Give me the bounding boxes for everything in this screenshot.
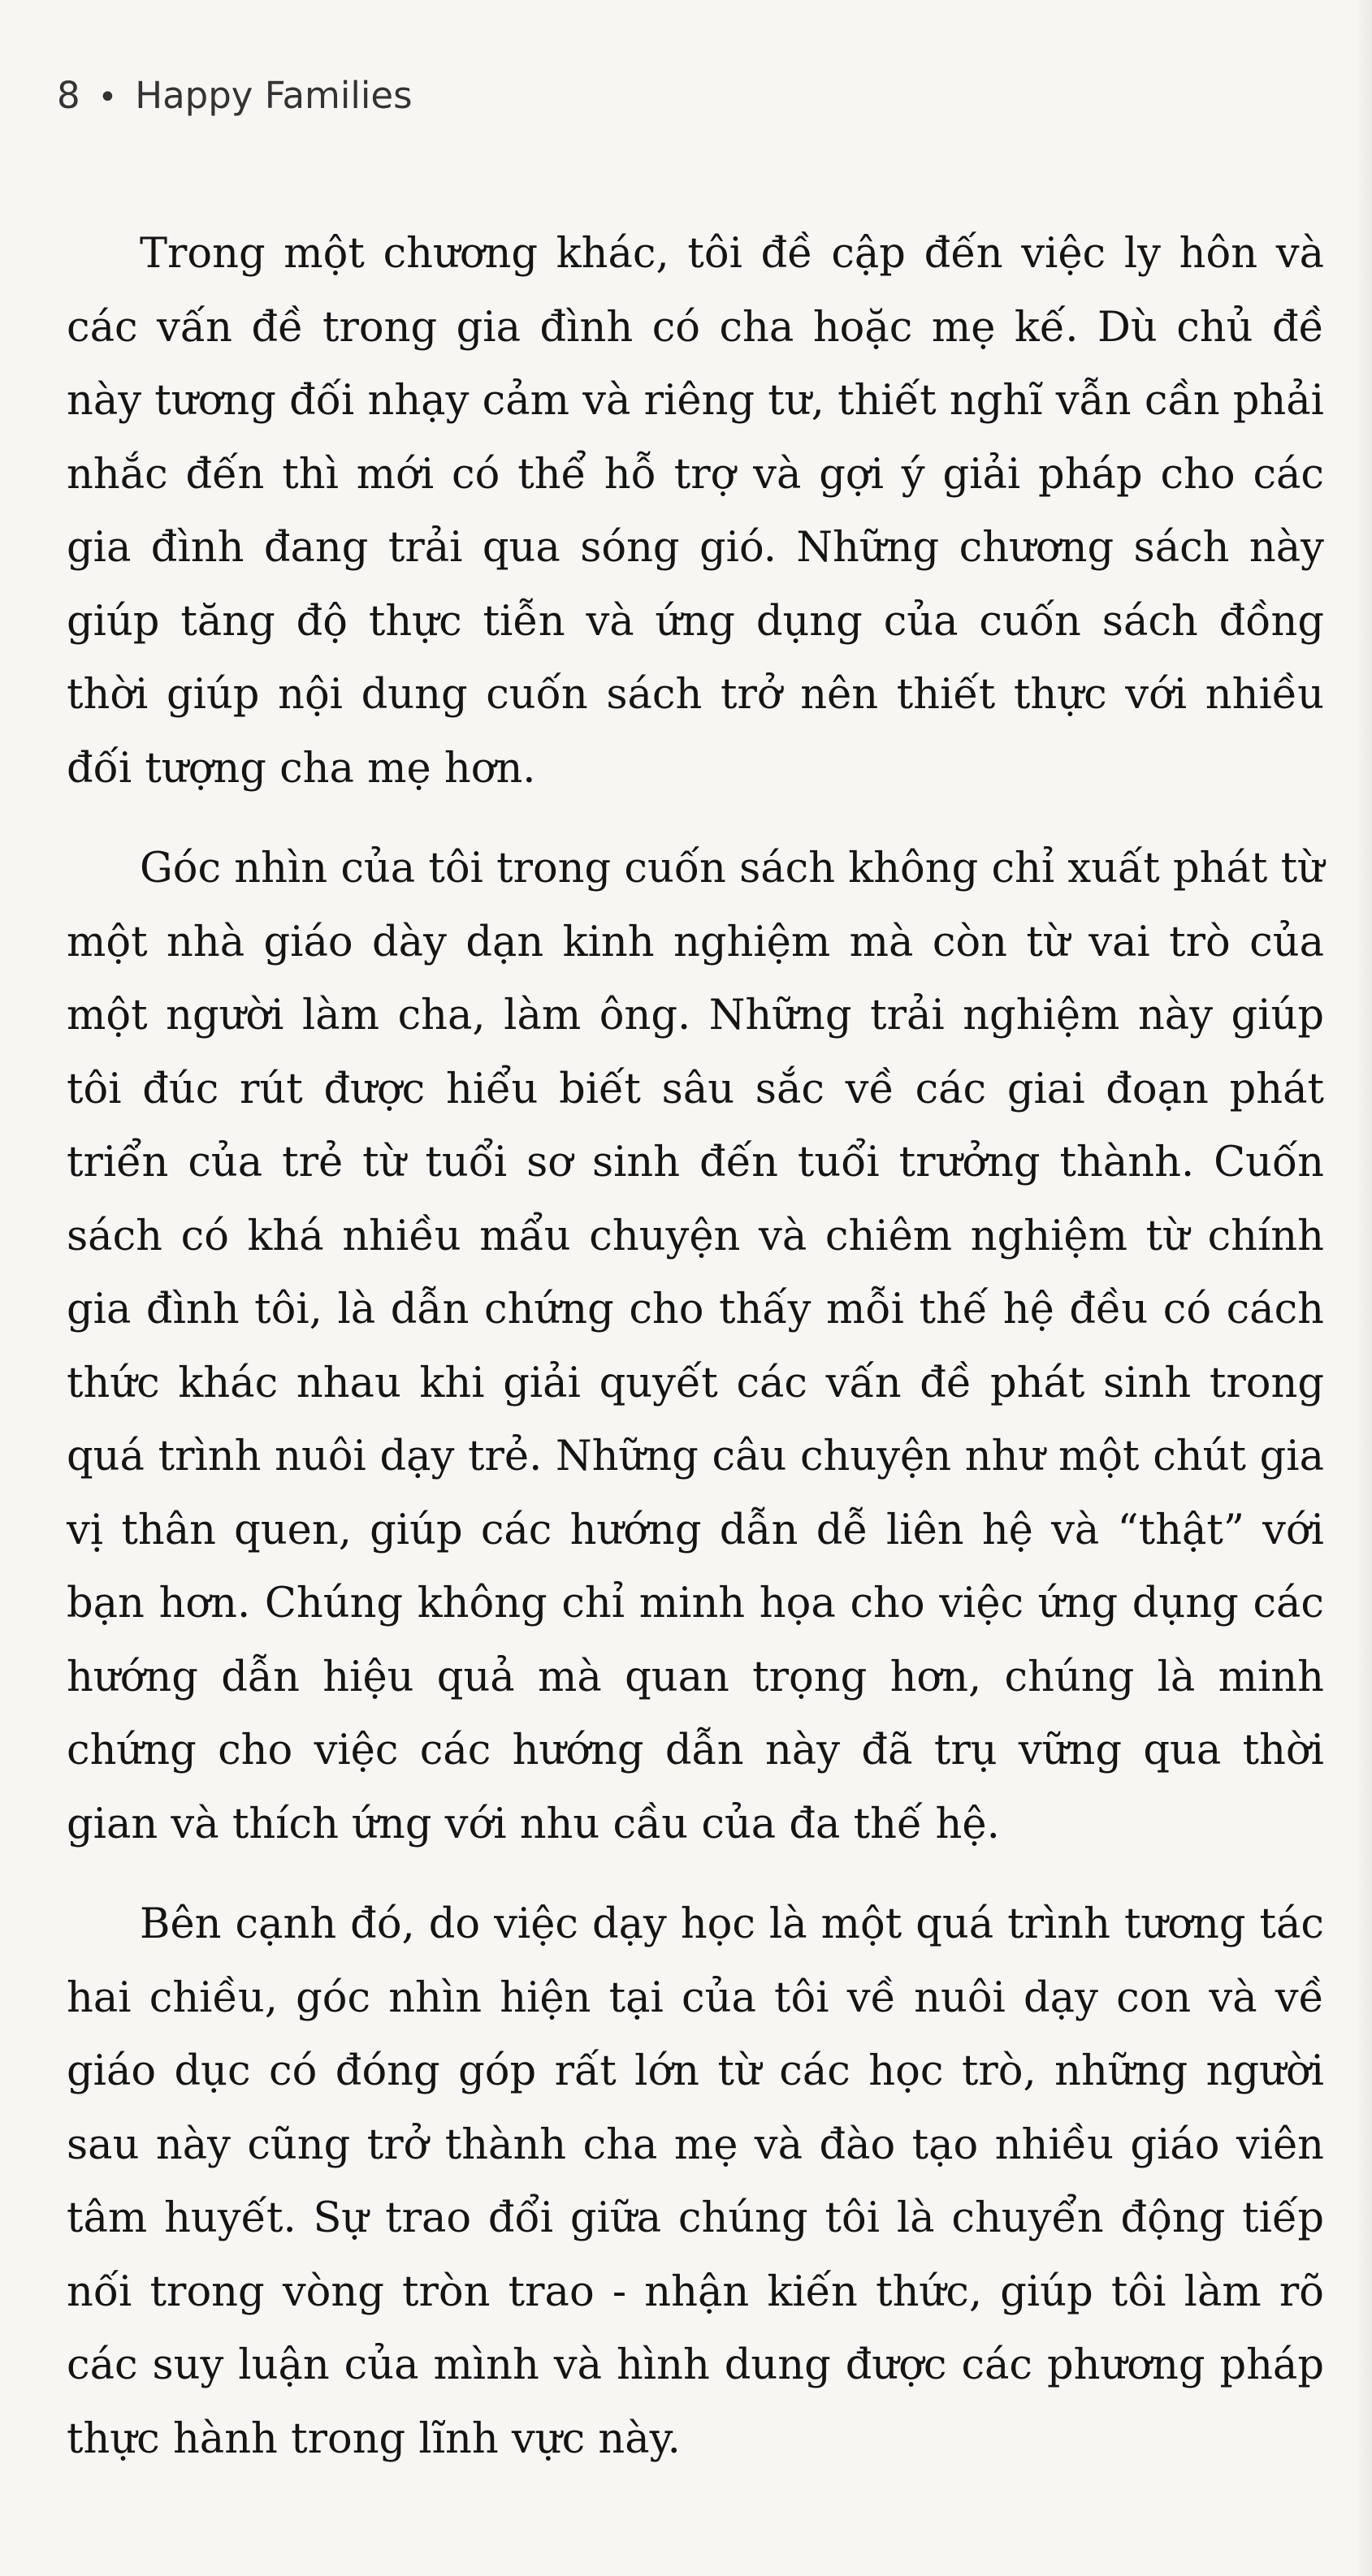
page-number: 8 [57, 74, 80, 117]
paragraph-2: Góc nhìn của tôi trong cuốn sách không chỉ xuất phát từ một nhà giáo dày dạn kinh nghiệm mà còn từ vai trò của một người làm cha, làm ông. Những trải nghiệm này giúp tôi đúc rút được hiểu biết sâu sắc về các giai đoạn phát triển của trẻ từ tuổi sơ sinh đến tuổi trưởng thành. Cuốn sách có khá nhiều mẩu chuyện và chiêm nghiệm từ chính gia đình tôi, là dẫn chứng cho thấy mỗi thế hệ đều có cách thức khác nhau khi giải quyết các vấn đề phát sinh trong quá trình nuôi dạy trẻ. Những câu chuyện như một chút gia vị thân quen, giúp các hướng dẫn dễ liên hệ và “thật” với bạn hơn. Chúng không chỉ minh họa cho việc ứng dụng các hướng dẫn hiệu quả mà quan trọng hơn, chúng là minh chứng cho việc các hướng dẫn này đã trụ vững qua thời gian và thích ứng với nhu cầu của đa thế hệ. [67, 845, 1324, 1848]
page-edge-shadow [1356, 0, 1372, 2576]
separator-bullet: • [97, 79, 118, 116]
book-title: Happy Families [135, 74, 413, 117]
paragraph-1: Trong một chương khác, tôi đề cập đến việc ly hôn và các vấn đề trong gia đình có cha hoặc mẹ kế. Dù chủ đề này tương đối nhạy cảm và riêng tư, thiết nghĩ vẫn cần phải nhắc đến thì mới có thể hỗ trợ và gợi ý giải pháp cho các gia đình đang trải qua sóng gió. Những chương sách này giúp tăng độ thực tiễn và ứng dụng của cuốn sách đồng thời giúp nội dung cuốn sách trở nên thiết thực với nhiều đối tượng cha mẹ hơn. [67, 230, 1324, 793]
running-head [57, 71, 413, 122]
paragraph-3: Bên cạnh đó, do việc dạy học là một quá trình tương tác hai chiều, góc nhìn hiện tại của tôi về nuôi dạy con và về giáo dục có đóng góp rất lớn từ các học trò, những người sau này cũng trở thành cha mẹ và đào tạo nhiều giáo viên tâm huyết. Sự trao đổi giữa chúng tôi là chuyển động tiếp nối trong vòng tròn trao - nhận kiến thức, giúp tôi làm rõ các suy luận của mình và hình dung được các phương pháp thực hành trong lĩnh vực này. [67, 1900, 1324, 2463]
body-text [67, 218, 1324, 2503]
